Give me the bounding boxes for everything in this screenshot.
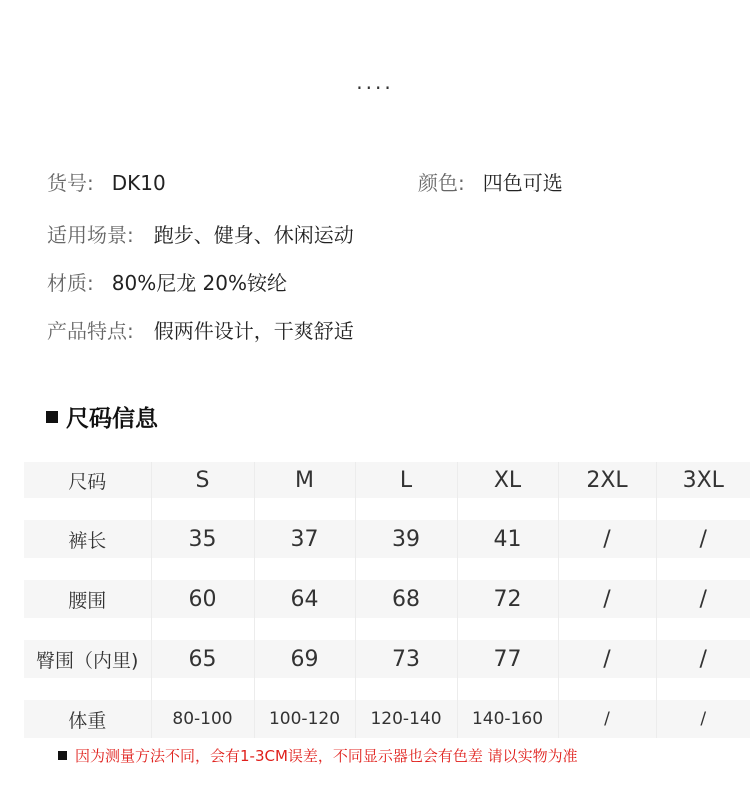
table-cell: / bbox=[656, 640, 750, 678]
scene-row bbox=[47, 221, 354, 249]
table-cell: 腰围 bbox=[24, 580, 151, 618]
table-cell: 140-160 bbox=[457, 700, 558, 738]
table-row bbox=[24, 640, 750, 678]
table-cell: / bbox=[558, 520, 656, 558]
square-bullet-icon bbox=[58, 751, 67, 760]
table-cell: / bbox=[656, 700, 750, 738]
table-cell: 41 bbox=[457, 520, 558, 558]
table-cell: / bbox=[656, 520, 750, 558]
scene-value: 跑步、健身、休闲运动 bbox=[153, 223, 354, 247]
table-cell: 72 bbox=[457, 580, 558, 618]
table-cell: / bbox=[656, 580, 750, 618]
measurement-note bbox=[58, 745, 578, 766]
table-header-cell: XL bbox=[457, 462, 558, 498]
table-row bbox=[24, 700, 750, 738]
table-cell: 60 bbox=[151, 580, 254, 618]
material-value: 80%尼龙 20%铵纶 bbox=[111, 271, 288, 295]
table-header-cell: 2XL bbox=[558, 462, 656, 498]
table-cell: 69 bbox=[254, 640, 355, 678]
table-row bbox=[24, 580, 750, 618]
table-header-cell: L bbox=[355, 462, 457, 498]
feature-value: 假两件设计，干爽舒适 bbox=[153, 319, 354, 343]
separator-dots: .... bbox=[356, 70, 394, 94]
table-cell: 65 bbox=[151, 640, 254, 678]
square-bullet-icon bbox=[46, 411, 58, 423]
table-header-row bbox=[24, 462, 750, 498]
size-section-title bbox=[46, 400, 158, 433]
table-cell: 77 bbox=[457, 640, 558, 678]
table-cell: 裤长 bbox=[24, 520, 151, 558]
table-cell: / bbox=[558, 580, 656, 618]
feature-label: 产品特点: bbox=[47, 319, 134, 343]
color-label: 颜色: bbox=[418, 171, 465, 195]
table-header-cell: S bbox=[151, 462, 254, 498]
size-table bbox=[24, 462, 750, 738]
table-cell: 体重 bbox=[24, 700, 151, 738]
material-label: 材质: bbox=[47, 271, 94, 295]
table-cell: 68 bbox=[355, 580, 457, 618]
table-header-cell: 3XL bbox=[656, 462, 750, 498]
table-cell: 120-140 bbox=[355, 700, 457, 738]
color-row bbox=[418, 169, 563, 197]
table-header-cell: 尺码 bbox=[24, 462, 151, 498]
table-cell: 80-100 bbox=[151, 700, 254, 738]
table-cell: 37 bbox=[254, 520, 355, 558]
table-cell: 35 bbox=[151, 520, 254, 558]
table-cell: 100-120 bbox=[254, 700, 355, 738]
sku-row bbox=[47, 169, 166, 197]
table-cell: 臀围（内里) bbox=[24, 640, 151, 678]
table-cell: / bbox=[558, 700, 656, 738]
table-cell: 64 bbox=[254, 580, 355, 618]
table-cell: 73 bbox=[355, 640, 457, 678]
scene-label: 适用场景: bbox=[47, 223, 134, 247]
measurement-note-text: 因为测量方法不同，会有1-3CM误差，不同显示器也会有色差 请以实物为准 bbox=[75, 747, 578, 765]
feature-row bbox=[47, 317, 354, 345]
table-row bbox=[24, 520, 750, 558]
sku-label: 货号: bbox=[47, 171, 94, 195]
table-header-cell: M bbox=[254, 462, 355, 498]
size-section-title-text: 尺码信息 bbox=[66, 406, 158, 432]
table-cell: / bbox=[558, 640, 656, 678]
table-cell: 39 bbox=[355, 520, 457, 558]
material-row bbox=[47, 269, 287, 297]
sku-value: DK10 bbox=[111, 171, 166, 195]
color-value: 四色可选 bbox=[482, 171, 563, 195]
